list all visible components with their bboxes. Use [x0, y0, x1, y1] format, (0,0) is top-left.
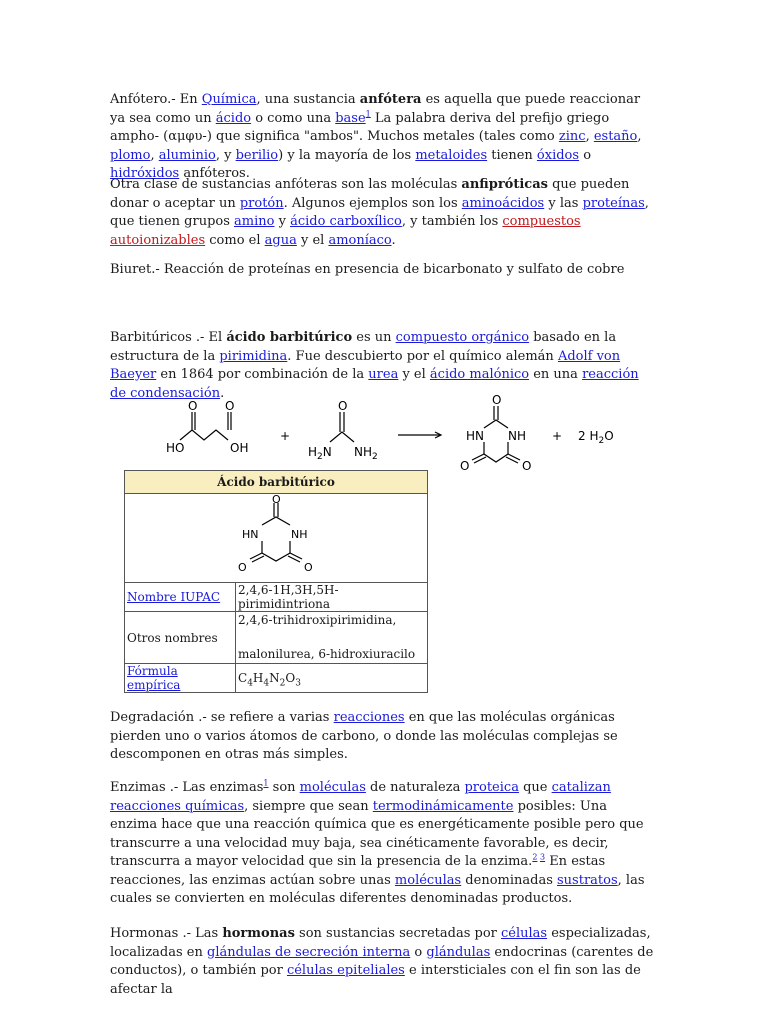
barbituric-acid-structure [460, 393, 531, 473]
formula-value: $C_4H_4N_2O_3$ [236, 664, 428, 693]
svg-text:OH: OH [230, 441, 249, 455]
link-celulas-epiteliales[interactable]: células epiteliales [286, 963, 405, 978]
ref-enzimas-2[interactable]: 2 [532, 852, 538, 862]
otros-nombres-label: Otros nombres [125, 612, 236, 664]
link-berilio[interactable]: berilio [235, 147, 279, 163]
paragraph-degradacion: Degradación .- se refiere a varias reacciones en que las moléculas orgánicas pierden uno o varios átomos de carbono, o donde las moléculas complejas se descomponen en otras más simples. [110, 710, 618, 762]
reaction-arrow [398, 432, 441, 438]
ref-enzimas-3[interactable]: 3 [539, 852, 546, 862]
link-compuesto-organico[interactable]: compuesto orgánico [395, 330, 530, 345]
paragraph-hormonas: Hormonas .- Las hormonas son sustancias secretadas por células especializadas, localizadas en glándulas de secreción interna o glándulas endocrinas (carentes de conductos), o también por células epiteliales e intersticiales con el fin son las de afectar la [110, 926, 654, 997]
link-reacciones[interactable]: reacciones [333, 710, 405, 725]
link-base[interactable]: base [335, 110, 366, 126]
svg-text:O: O [225, 399, 235, 413]
link-glandulas[interactable]: glándulas [426, 944, 491, 960]
link-estano[interactable]: estaño [593, 129, 638, 144]
iupac-label-cell[interactable] [125, 583, 236, 612]
paragraph-anfotero: Anfótero.- En Química, una sustancia anfótera es aquella que puede reaccionar ya sea como un ácido o como una base$^1$ La palabra deriva del prefijo griego ampho- (αμφυ-) que significa "ambos". Muchos metales (tales como zinc, estaño, plomo, aluminio, y berilio) y la mayoría de los metaloides tienen óxidos o hidróxidos anfóteros. [110, 92, 642, 181]
link-acido-malonico[interactable]: ácido malónico [429, 367, 530, 382]
link-moleculas[interactable]: moléculas [299, 780, 366, 795]
link-reacciones-quimicas[interactable]: reacciones químicas [110, 798, 245, 814]
paragraph-enzimas: Enzimas .- Las enzimas$^1$ son moléculas de naturaleza proteica que catalizan reacciones químicas, siempre que sean termodinámicamente posibles: Una enzima hace que una reacción química que es energéticamente posible pero que transcurre a una velocidad muy baja, sea cinéticamente favorable, es decir, transcurra a mayor velocidad que sin la presencia de la enzima.$^{2 3}$ En estas reacciones, las enzimas actúan sobre unas moléculas denominadas sustratos, las cuales se convierten en moléculas diferentes denominadas productos. [110, 778, 645, 906]
infobox-acido-barbiturico [124, 470, 428, 693]
link-amoniaco[interactable]: amoníaco [328, 232, 392, 248]
paragraph-anfiproticas: Otra clase de sustancias anfóteras son las moléculas anfipróticas que pueden donar o aceptar un protón. Algunos ejemplos son los aminoácidos y las proteínas, que tienen grupos amino y ácido carboxílico, y también los compuestos autoionizables como el agua y el amoníaco. [110, 177, 649, 248]
link-oxidos[interactable]: óxidos [536, 147, 580, 163]
link-compuestos-autoionizables[interactable]: compuestos autoionizables [110, 214, 581, 248]
svg-text:O: O [522, 459, 532, 473]
link-acido[interactable]: ácido [215, 110, 252, 126]
svg-text:NH2: $NH_2$ [354, 445, 378, 462]
link-agua[interactable]: agua [264, 232, 297, 248]
urea-structure [308, 399, 378, 462]
formula-label-cell[interactable] [125, 664, 236, 693]
iupac-value: 2,4,6-1H,3H,5H-pirimidintriona [236, 583, 428, 612]
svg-text:O: O [338, 399, 348, 413]
link-pirimidina[interactable]: pirimidina [219, 348, 288, 364]
svg-text:NH: NH [291, 527, 308, 541]
svg-text:O: O [238, 560, 247, 574]
link-formula-empirica[interactable]: Fórmula empírica [127, 664, 181, 692]
svg-text:O: O [492, 393, 502, 407]
link-moleculas-2[interactable]: moléculas [394, 872, 462, 888]
link-quimica[interactable]: Química [201, 92, 257, 107]
svg-text:HN: HN [466, 429, 484, 443]
svg-text:O: O [188, 399, 198, 413]
link-zinc[interactable]: zinc [558, 129, 586, 144]
link-plomo[interactable]: plomo [110, 147, 151, 163]
paragraph-biuret: Biuret.- Reacción de proteínas en presencia de bicarbonato y sulfato de cobre [110, 262, 625, 277]
paragraph-barbituricos: Barbitúricos .- El ácido barbitúrico es un compuesto orgánico basado en la estructura de la pirimidina. Fue descubierto por el químico alemán Adolf von Baeyer en 1864 por combinación de la urea y el ácido malónico en una reacción de condensación. [110, 330, 639, 401]
link-termodinamicamente[interactable]: termodinámicamente [372, 798, 514, 814]
link-catalizan[interactable]: catalizan [551, 780, 611, 795]
svg-text:O: O [304, 560, 313, 574]
link-proteinas[interactable]: proteínas [582, 195, 645, 211]
link-proton[interactable]: protón [239, 195, 284, 211]
link-glandulas-secrecion[interactable]: glándulas de secreción interna [207, 944, 411, 960]
reaction-scheme [150, 392, 630, 482]
link-reaccion-condensacion[interactable]: reacción de condensación [110, 367, 639, 401]
link-urea[interactable]: urea [368, 367, 399, 382]
plus-sign: + [280, 429, 291, 443]
link-acido-carboxilico[interactable]: ácido carboxílico [290, 214, 402, 229]
ref-1[interactable]: 1 [365, 109, 371, 119]
infobox-structure-cell [125, 494, 428, 583]
water-formula: 2 $H_2O$ [578, 429, 614, 446]
svg-text:O: O [272, 494, 281, 506]
otros-nombres-value: 2,4,6-trihidroxipirimidina, malonilurea, 6-hidroxiuracilo [236, 612, 428, 664]
ref-enzimas-1[interactable]: 1 [263, 778, 269, 788]
svg-text:NH: NH [508, 429, 526, 443]
svg-text:H2N: $H_2N$ [308, 445, 332, 462]
svg-text:HO: HO [166, 441, 185, 455]
link-aminoacidos[interactable]: aminoácidos [461, 195, 545, 211]
link-metaloides[interactable]: metaloides [415, 147, 488, 163]
link-adolf-von-baeyer[interactable]: Adolf von Baeyer [110, 348, 621, 382]
link-proteica[interactable]: proteica [464, 780, 519, 795]
link-celulas[interactable]: células [501, 926, 548, 941]
svg-text:HN: HN [242, 527, 259, 541]
link-nombre-iupac[interactable]: Nombre IUPAC [127, 590, 221, 604]
infobox-title: Ácido barbitúrico [125, 471, 428, 494]
malonic-acid-structure [166, 399, 248, 455]
barbituric-structure-image [216, 495, 336, 579]
link-sustratos[interactable]: sustratos [557, 872, 618, 888]
link-hidroxidos[interactable]: hidróxidos [110, 166, 180, 181]
plus-sign-2: + [552, 429, 563, 443]
link-aluminio[interactable]: aluminio [158, 147, 216, 163]
svg-text:O: O [460, 459, 470, 473]
link-amino[interactable]: amino [234, 214, 275, 229]
